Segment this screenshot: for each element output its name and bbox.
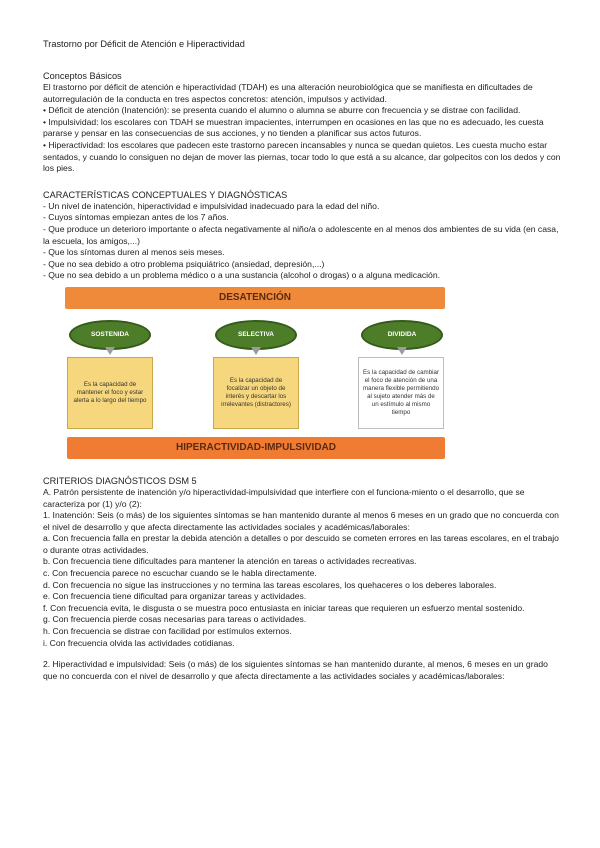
selectiva-pill: SELECTIVA xyxy=(215,320,297,350)
criterios-heading: CRITERIOS DIAGNÓSTICOS DSM 5 xyxy=(43,475,197,486)
conceptos-paragraph: • Impulsividad: los escolares con TDAH se muestran impacientes, interrumpen en ocasiones en las que no es adecuado, les cuesta pararse y pensar en las consecuencias de sus acciones, y no tienden a planificar sus actos futuros. xyxy=(43,116,544,139)
conceptos-paragraph: • Hiperactividad: los escolares que padecen este trastorno parecen incansables y nunca se quedan quietos. Les cuesta mucho estar sentados, y cuando lo consiguen no dejan de mover las piernas, tocar todo lo que está a su alcance, dar golpecitos con los dedos y con los pies. xyxy=(43,139,561,174)
caracteristicas-item: - Que no sea debido a otro problema psiquiátrico (ansiedad, depresión,...) xyxy=(43,258,325,269)
caracteristicas-item: - Que produce un deterioro importante o afecta negativamente al niño/a o adolescente en al menos dos ambientes de su vida (en casa, la escuela, los amigos,...) xyxy=(43,223,559,246)
criterios-inatencion: 1. Inatención: Seis (o más) de los siguientes síntomas se han mantenido durante al menos 6 meses en un grado que no concuerda con el nivel de desarrollo y que afecta directamente las actividades sociales y académicas/laborales: xyxy=(43,510,559,532)
dividida-description: Es la capacidad de cambiar el foco de atención de una manera flexible permitiendo al sujeto atender más de un estímulo al mismo tiempo xyxy=(358,357,444,429)
criterios-item: g. Con frecuencia pierde cosas necesarias para tareas o actividades. xyxy=(43,614,307,625)
caracteristicas-item: - Cuyos síntomas empiezan antes de los 7 años. xyxy=(43,212,229,223)
arrow-down-icon xyxy=(397,347,407,355)
sostenida-description: Es la capacidad de mantener el foco y estar alerta a lo largo del tiempo xyxy=(67,357,153,429)
attention-diagram xyxy=(65,287,545,467)
criterios-item: d. Con frecuencia no sigue las instrucciones y no termina las tareas escolares, los quehaceres o los deberes laborales. xyxy=(43,579,497,590)
criterios-hiperactividad: 2. Hiperactividad e impulsividad: Seis (o más) de los siguientes síntomas se han mantenido durante, al menos, 6 meses en un grado que no concuerda con el nivel de desarrollo y que afecta directamente a las actividades sociales y académicas/laborales: xyxy=(43,659,548,681)
criterios-item: i. Con frecuencia olvida las actividades cotidianas. xyxy=(43,637,235,648)
conceptos-paragraph: El trastorno por déficit de atención e hiperactividad (TDAH) es una alteración neurobiológica que se manifiesta en dificultades de autorregulación de la conducta en tres aspectos concretos: atención, impulsos y actividad. xyxy=(43,82,533,104)
hiperactividad-banner: HIPERACTIVIDAD-IMPULSIVIDAD xyxy=(67,437,445,459)
criterios-item: b. Con frecuencia tiene dificultades para mantener la atención en tareas o actividades recreativas. xyxy=(43,556,417,567)
document-page xyxy=(43,38,563,682)
conceptos-paragraph: • Déficit de atención (Inatención): se presenta cuando el alumno o alumna se aburre con frecuencia y se distrae con facilidad. xyxy=(43,105,521,116)
conceptos-heading: Conceptos Básicos xyxy=(43,71,122,81)
caracteristicas-item: - Que los síntomas duren al menos seis meses. xyxy=(43,247,225,258)
arrow-down-icon xyxy=(105,347,115,355)
selectiva-description: Es la capacidad de focalizar un objeto de interés y descartar los irrelevantes (distractores) xyxy=(213,357,299,429)
document-title: Trastorno por Déficit de Atención e Hiperactividad xyxy=(43,39,245,49)
caracteristicas-heading: CARACTERÍSTICAS CONCEPTUALES Y DIAGNÓSTICAS xyxy=(43,189,288,200)
arrow-down-icon xyxy=(251,347,261,355)
criterios-item: e. Con frecuencia tiene dificultad para organizar tareas y actividades. xyxy=(43,591,307,602)
caracteristicas-item: - Que no sea debido a un problema médico o a una sustancia (alcohol o drogas) o a alguna medicación. xyxy=(43,270,440,281)
criterios-item: f. Con frecuencia evita, le disgusta o se muestra poco entusiasta en iniciar tareas que requieren un esfuerzo mental sostenido. xyxy=(43,602,525,613)
sostenida-pill: SOSTENIDA xyxy=(69,320,151,350)
criterios-item: c. Con frecuencia parece no escuchar cuando se le habla directamente. xyxy=(43,568,317,579)
desatencion-banner: DESATENCIÓN xyxy=(65,287,445,309)
criterios-item: h. Con frecuencia se distrae con facilidad por estímulos externos. xyxy=(43,626,292,637)
dividida-pill: DIVIDIDA xyxy=(361,320,443,350)
criterios-intro: A. Patrón persistente de inatención y/o hiperactividad-impulsividad que interfiere con el funciona-miento o el desarrollo, que se caracteriza por (1) y/o (2): xyxy=(43,486,525,509)
caracteristicas-item: - Un nivel de inatención, hiperactividad e impulsividad inadecuado para la edad del niño. xyxy=(43,200,380,211)
criterios-item: a. Con frecuencia falla en prestar la debida atención a detalles o por descuido se cometen errores en las tareas escolares, en el trabajo o durante otras actividades. xyxy=(43,533,559,555)
